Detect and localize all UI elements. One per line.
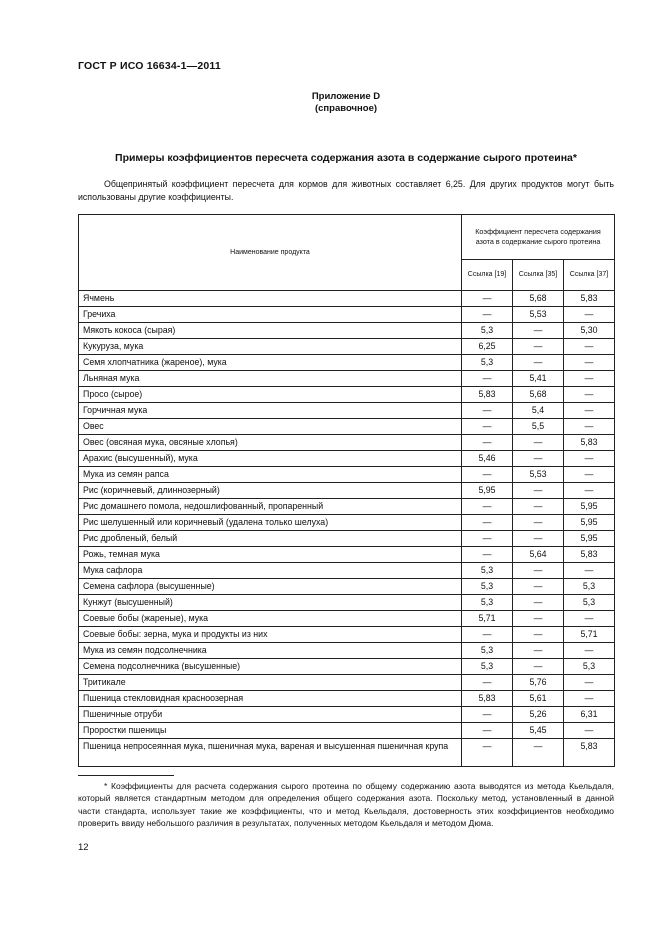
table-row (79, 659, 615, 675)
table-row (79, 643, 615, 659)
product-name-cell: Гречиха (79, 307, 462, 323)
table-row (79, 531, 615, 547)
footnote: * Коэффициенты для расчета содержания сырого протеина по общему содержанию азота выводятся из метода Кьельдаля, который является стандартным методом для определения общего содержания азота. Поскольку метод, установленный в данной части стандарта, использует такие же коэффициенты, что и метод Кьельдаля, достоверность этих коэффициентов необходимо проверить ввиду небольшого различия в результатах, полученных методом Кьельдаля и методом Дюма. (78, 781, 614, 828)
ref-35-value: 5,64 (513, 547, 564, 563)
footnote-divider (78, 775, 174, 776)
ref-19-value: — (462, 531, 513, 547)
ref-19-value: 5,46 (462, 451, 513, 467)
ref-19-value: — (462, 307, 513, 323)
conversion-factor-header: Коэффициент пересчета содержания азота в содержание сырого протеина (462, 215, 615, 260)
ref-35-value: — (513, 659, 564, 675)
table-row (79, 435, 615, 451)
ref-35-value: — (513, 563, 564, 579)
table-row (79, 563, 615, 579)
table-row (79, 403, 615, 419)
product-name-cell: Горчичная мука (79, 403, 462, 419)
ref-37-value: — (564, 643, 615, 659)
ref-19-value: 5,3 (462, 323, 513, 339)
appendix-subtitle: (справочное) (314, 103, 378, 114)
product-name-cell: Мука из семян рапса (79, 467, 462, 483)
product-name-cell: Семя хлопчатника (жареное), мука (79, 355, 462, 371)
product-name-cell: Овес (овсяная мука, овсяные хлопья) (79, 435, 462, 451)
ref-19-value: 5,83 (462, 691, 513, 707)
ref-37-value: — (564, 419, 615, 435)
ref-35-value: 5,26 (513, 707, 564, 723)
ref-37-value: 5,83 (564, 547, 615, 563)
ref-37-value: — (564, 403, 615, 419)
ref-35-value: 5,4 (513, 403, 564, 419)
ref-37-value: 5,95 (564, 499, 615, 515)
ref-35-value: — (513, 595, 564, 611)
ref-19-value: 5,3 (462, 659, 513, 675)
ref-19-value: — (462, 467, 513, 483)
product-name-cell: Ячмень (79, 291, 462, 307)
ref-37-value: — (564, 307, 615, 323)
ref-19-value: — (462, 371, 513, 387)
table-row (79, 595, 615, 611)
ref-35-value: 5,45 (513, 723, 564, 739)
intro-paragraph: Общепринятый коэффициент пересчета для кормов для животных составляет 6,25. Для других продуктов могут быть использованы другие коэффициенты. (78, 179, 614, 202)
ref-19-value: 5,71 (462, 611, 513, 627)
ref-19-value: 5,3 (462, 563, 513, 579)
ref-37-value: — (564, 355, 615, 371)
product-name-cell: Пшеничные отруби (79, 707, 462, 723)
ref-19-value: — (462, 403, 513, 419)
product-name-cell: Рис шелушенный или коричневый (удалена только шелуха) (79, 515, 462, 531)
ref-19-value: 6,25 (462, 339, 513, 355)
ref-37-value: — (564, 675, 615, 691)
product-name-cell: Соевые бобы (жареные), мука (79, 611, 462, 627)
product-name-cell: Мякоть кокоса (сырая) (79, 323, 462, 339)
product-name-cell: Кунжут (высушенный) (79, 595, 462, 611)
product-name-cell: Кукуруза, мука (79, 339, 462, 355)
product-name-cell: Рожь, темная мука (79, 547, 462, 563)
ref-37-value: — (564, 723, 615, 739)
ref-19-value: — (462, 707, 513, 723)
table-row (79, 579, 615, 595)
appendix-title: Приложение D (311, 91, 381, 102)
ref-37-value: 5,83 (564, 435, 615, 451)
product-name-cell: Мука сафлора (79, 563, 462, 579)
product-name-cell: Мука из семян подсолнечника (79, 643, 462, 659)
ref-35-value: — (513, 451, 564, 467)
product-name-cell: Овес (79, 419, 462, 435)
product-name-cell: Тритикале (79, 675, 462, 691)
table-row (79, 723, 615, 739)
table-row (79, 419, 615, 435)
ref-19-value: — (462, 723, 513, 739)
table-row (79, 371, 615, 387)
ref-35-value: — (513, 531, 564, 547)
ref-19-value: — (462, 419, 513, 435)
table-row (79, 307, 615, 323)
ref-37-value: 6,31 (564, 707, 615, 723)
table-row (79, 627, 615, 643)
product-name-cell: Рис домашнего помола, недошлифованный, пропаренный (79, 499, 462, 515)
product-name-cell: Рис дробленый, белый (79, 531, 462, 547)
product-name-cell: Просо (сырое) (79, 387, 462, 403)
product-name-cell: Льняная мука (79, 371, 462, 387)
ref-19-value: 5,3 (462, 355, 513, 371)
ref-37-value: 5,3 (564, 579, 615, 595)
table-row (79, 707, 615, 723)
table-row (79, 483, 615, 499)
ref-35-value: — (513, 355, 564, 371)
ref-35-value: 5,76 (513, 675, 564, 691)
table-row (79, 323, 615, 339)
table-row (79, 451, 615, 467)
ref-37-value: — (564, 691, 615, 707)
ref-37-value: 5,83 (564, 291, 615, 307)
ref-37-value: — (564, 611, 615, 627)
product-name-cell: Пшеница непросеянная мука, пшеничная мука, вареная и высушенная пшеничная крупа (79, 739, 462, 767)
ref-19-value: — (462, 739, 513, 767)
ref-19-value: — (462, 435, 513, 451)
ref-37-value: — (564, 387, 615, 403)
ref-19-value: 5,83 (462, 387, 513, 403)
ref-19-value: 5,3 (462, 579, 513, 595)
ref-37-header: Ссылка [37] (564, 260, 615, 291)
ref-19-value: — (462, 627, 513, 643)
ref-37-value: — (564, 371, 615, 387)
ref-37-value: — (564, 467, 615, 483)
ref-37-value: — (564, 339, 615, 355)
ref-19-value: 5,3 (462, 595, 513, 611)
ref-35-value: — (513, 579, 564, 595)
ref-19-value: 5,95 (462, 483, 513, 499)
product-name-cell: Семена сафлора (высушенные) (79, 579, 462, 595)
table-row (79, 355, 615, 371)
ref-37-value: 5,3 (564, 659, 615, 675)
ref-35-value: 5,68 (513, 387, 564, 403)
ref-35-value: — (513, 339, 564, 355)
ref-19-value: 5,3 (462, 643, 513, 659)
ref-35-value: — (513, 611, 564, 627)
ref-37-value: — (564, 451, 615, 467)
ref-35-value: — (513, 323, 564, 339)
table-row (79, 691, 615, 707)
table-row (79, 675, 615, 691)
product-name-cell: Соевые бобы: зерна, мука и продукты из них (79, 627, 462, 643)
page-number: 12 (78, 842, 89, 853)
ref-19-value: — (462, 547, 513, 563)
ref-35-value: — (513, 739, 564, 767)
table-row (79, 739, 615, 767)
ref-35-value: — (513, 627, 564, 643)
ref-35-value: 5,53 (513, 307, 564, 323)
ref-19-value: — (462, 675, 513, 691)
ref-35-value: 5,41 (513, 371, 564, 387)
table-row (79, 515, 615, 531)
ref-35-header: Ссылка [35] (513, 260, 564, 291)
product-name-cell: Пшеница стекловидная красноозерная (79, 691, 462, 707)
product-name-cell: Семена подсолнечника (высушенные) (79, 659, 462, 675)
product-name-cell: Арахис (высушенный), мука (79, 451, 462, 467)
ref-35-value: 5,68 (513, 291, 564, 307)
ref-35-value: — (513, 435, 564, 451)
ref-19-value: — (462, 291, 513, 307)
ref-35-value: 5,61 (513, 691, 564, 707)
table-row (79, 499, 615, 515)
ref-37-value: — (564, 483, 615, 499)
table-row (79, 467, 615, 483)
conversion-factor-table (78, 214, 615, 767)
ref-37-value: 5,83 (564, 739, 615, 767)
ref-35-value: — (513, 483, 564, 499)
table-row (79, 291, 615, 307)
ref-37-value: 5,3 (564, 595, 615, 611)
product-name-cell: Рис (коричневый, длиннозерный) (79, 483, 462, 499)
product-name-cell: Проростки пшеницы (79, 723, 462, 739)
ref-19-value: — (462, 499, 513, 515)
table-body (79, 291, 615, 767)
ref-19-value: — (462, 515, 513, 531)
ref-35-value: — (513, 499, 564, 515)
ref-37-value: 5,95 (564, 515, 615, 531)
document-header: ГОСТ Р ИСО 16634-1—2011 (78, 60, 221, 72)
ref-35-value: 5,5 (513, 419, 564, 435)
ref-37-value: 5,30 (564, 323, 615, 339)
ref-37-value: 5,71 (564, 627, 615, 643)
ref-35-value: — (513, 515, 564, 531)
product-name-header: Наименование продукта (79, 215, 462, 291)
table-row (79, 387, 615, 403)
ref-35-value: 5,53 (513, 467, 564, 483)
table-row (79, 547, 615, 563)
ref-19-header: Ссылка [19] (462, 260, 513, 291)
table-row (79, 339, 615, 355)
section-title: Примеры коэффициентов пересчета содержания азота в содержание сырого протеина* (115, 152, 577, 164)
ref-37-value: — (564, 563, 615, 579)
ref-37-value: 5,95 (564, 531, 615, 547)
ref-35-value: — (513, 643, 564, 659)
table-row (79, 611, 615, 627)
